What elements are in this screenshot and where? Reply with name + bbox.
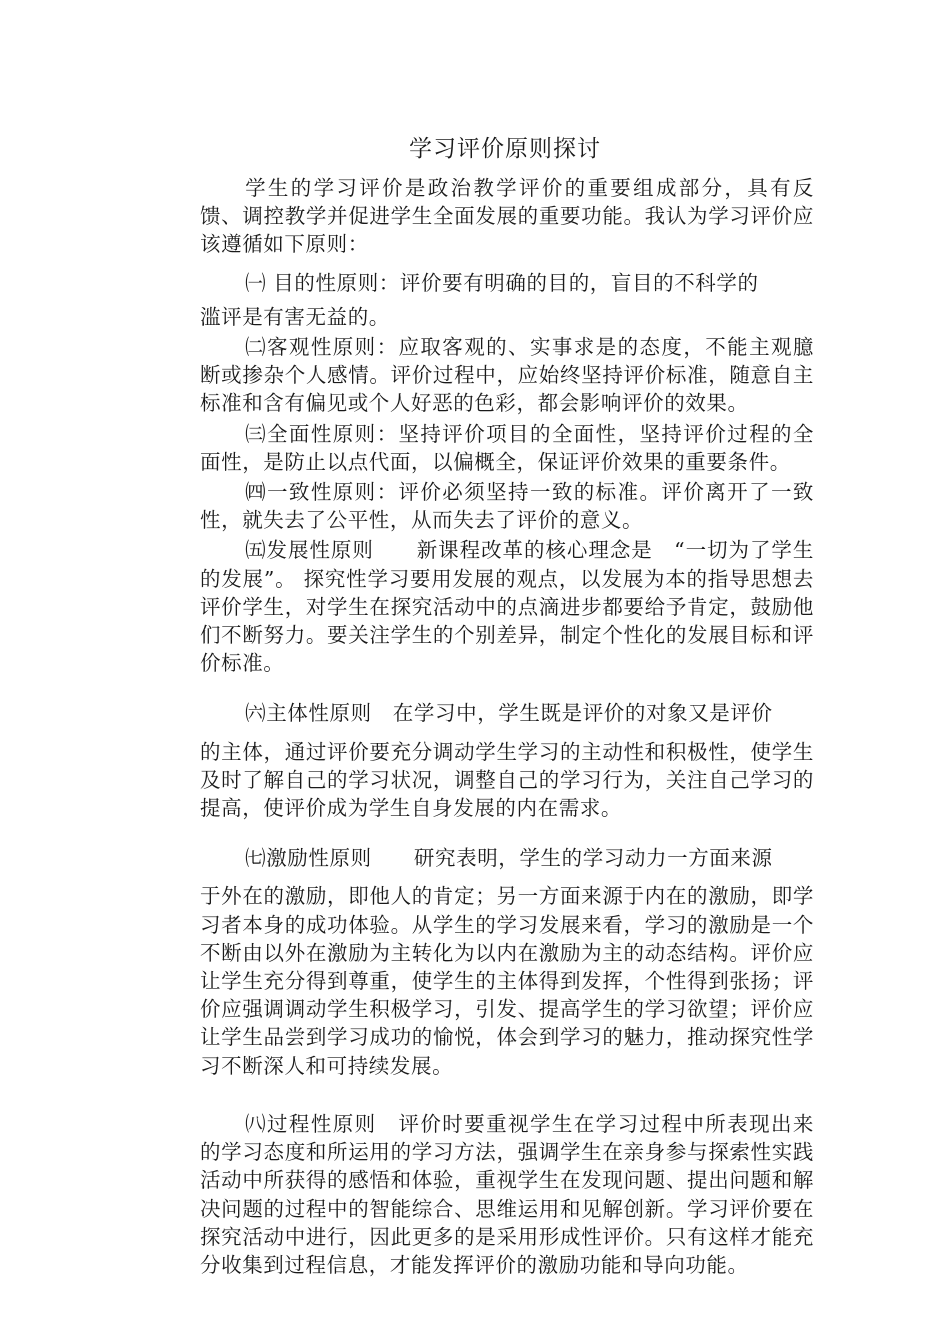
intro-paragraph: 学生的学习评价是政治教学评价的重要组成部分，具有反馈、调控教学并促进学生全面发展的重要功能。我认为学习评价应该遵循如下原则： <box>200 176 814 257</box>
principle-7-rest: 于外在的激励，即他人的肯定；另一方面来源于内在的激励，即学习者本身的成功体验。从学生的学习发展来看，学习的激励是一个不断由以外在激励为主转化为以内在激励为主的动态结构。评价应让学生充分得到尊重，使学生的主体得到发挥，个性得到张扬；评价应强调调动学生积极学习，引发、提高学生的学习欲望；评价应让学生品尝到学习成功的愉悦，体会到学习的魅力，推动探究性学习不断深人和可持续发展。 <box>200 884 814 1078</box>
principle-6-lead: ㈥主体性原则 在学习中，学生既是评价的对象又是评价 <box>245 701 773 726</box>
principle-8: ㈧过程性原则 评价时要重视学生在学习过程中所表现出来的学习态度和所运用的学习方法，强调学生在亲身参与探索性实践活动中所获得的感悟和体验，重视学生在发现问题、提出问题和解决问题的过程中的智能综合、思维运用和见解创新。学习评价要在探究活动中进行，因此更多的是采用形成性评价。只有这样才能充分收集到过程信息，才能发挥评价的激励功能和导向功能。 <box>200 1111 814 1277</box>
principle-2: ㈡客观性原则：应取客观的、实事求是的态度，不能主观臆断或掺杂个人感情。评价过程中，应始终坚持评价标准，随意自主标准和含有偏见或个人好恶的色彩，都会影响评价的效果。 <box>200 335 814 416</box>
principle-5: ㈤发展性原则 新课程改革的核心理念是 “一切为了学生的发展”。 探究性学习要用发展的观点，以发展为本的指导思想去评价学生，对学生在探究活动中的点滴进步都要给予肯定，鼓励他们不断努力。要关注学生的个别差异，制定个性化的发展目标和评价标准。 <box>200 538 814 676</box>
document-body <box>200 174 814 1279</box>
principle-4: ㈣一致性原则：评价必须坚持一致的标准。评价离开了一致性，就失去了公平性，从而失去了评价的意义。 <box>200 480 814 533</box>
principle-1-rest: 滥评是有害无益的。 <box>200 304 390 329</box>
principle-1-lead: ㈠ 目的性原则：评价要有明确的目的，盲目的不科学的 <box>245 270 759 295</box>
document-title: 学习评价原则探讨 <box>409 136 601 162</box>
principle-3: ㈢全面性原则：坚持评价项目的全面性，坚持评价过程的全面性，是防止以点代面，以偏概全，保证评价效果的重要条件。 <box>200 421 814 474</box>
principle-6-rest: 的主体，通过评价要充分调动学生学习的主动性和积极性，使学生及时了解自己的学习状况，调整自己的学习行为，关注自己学习的提高，使评价成为学生自身发展的内在需求。 <box>200 739 814 821</box>
principle-7-lead: ㈦激励性原则 研究表明，学生的学习动力一方面来源 <box>245 846 773 871</box>
